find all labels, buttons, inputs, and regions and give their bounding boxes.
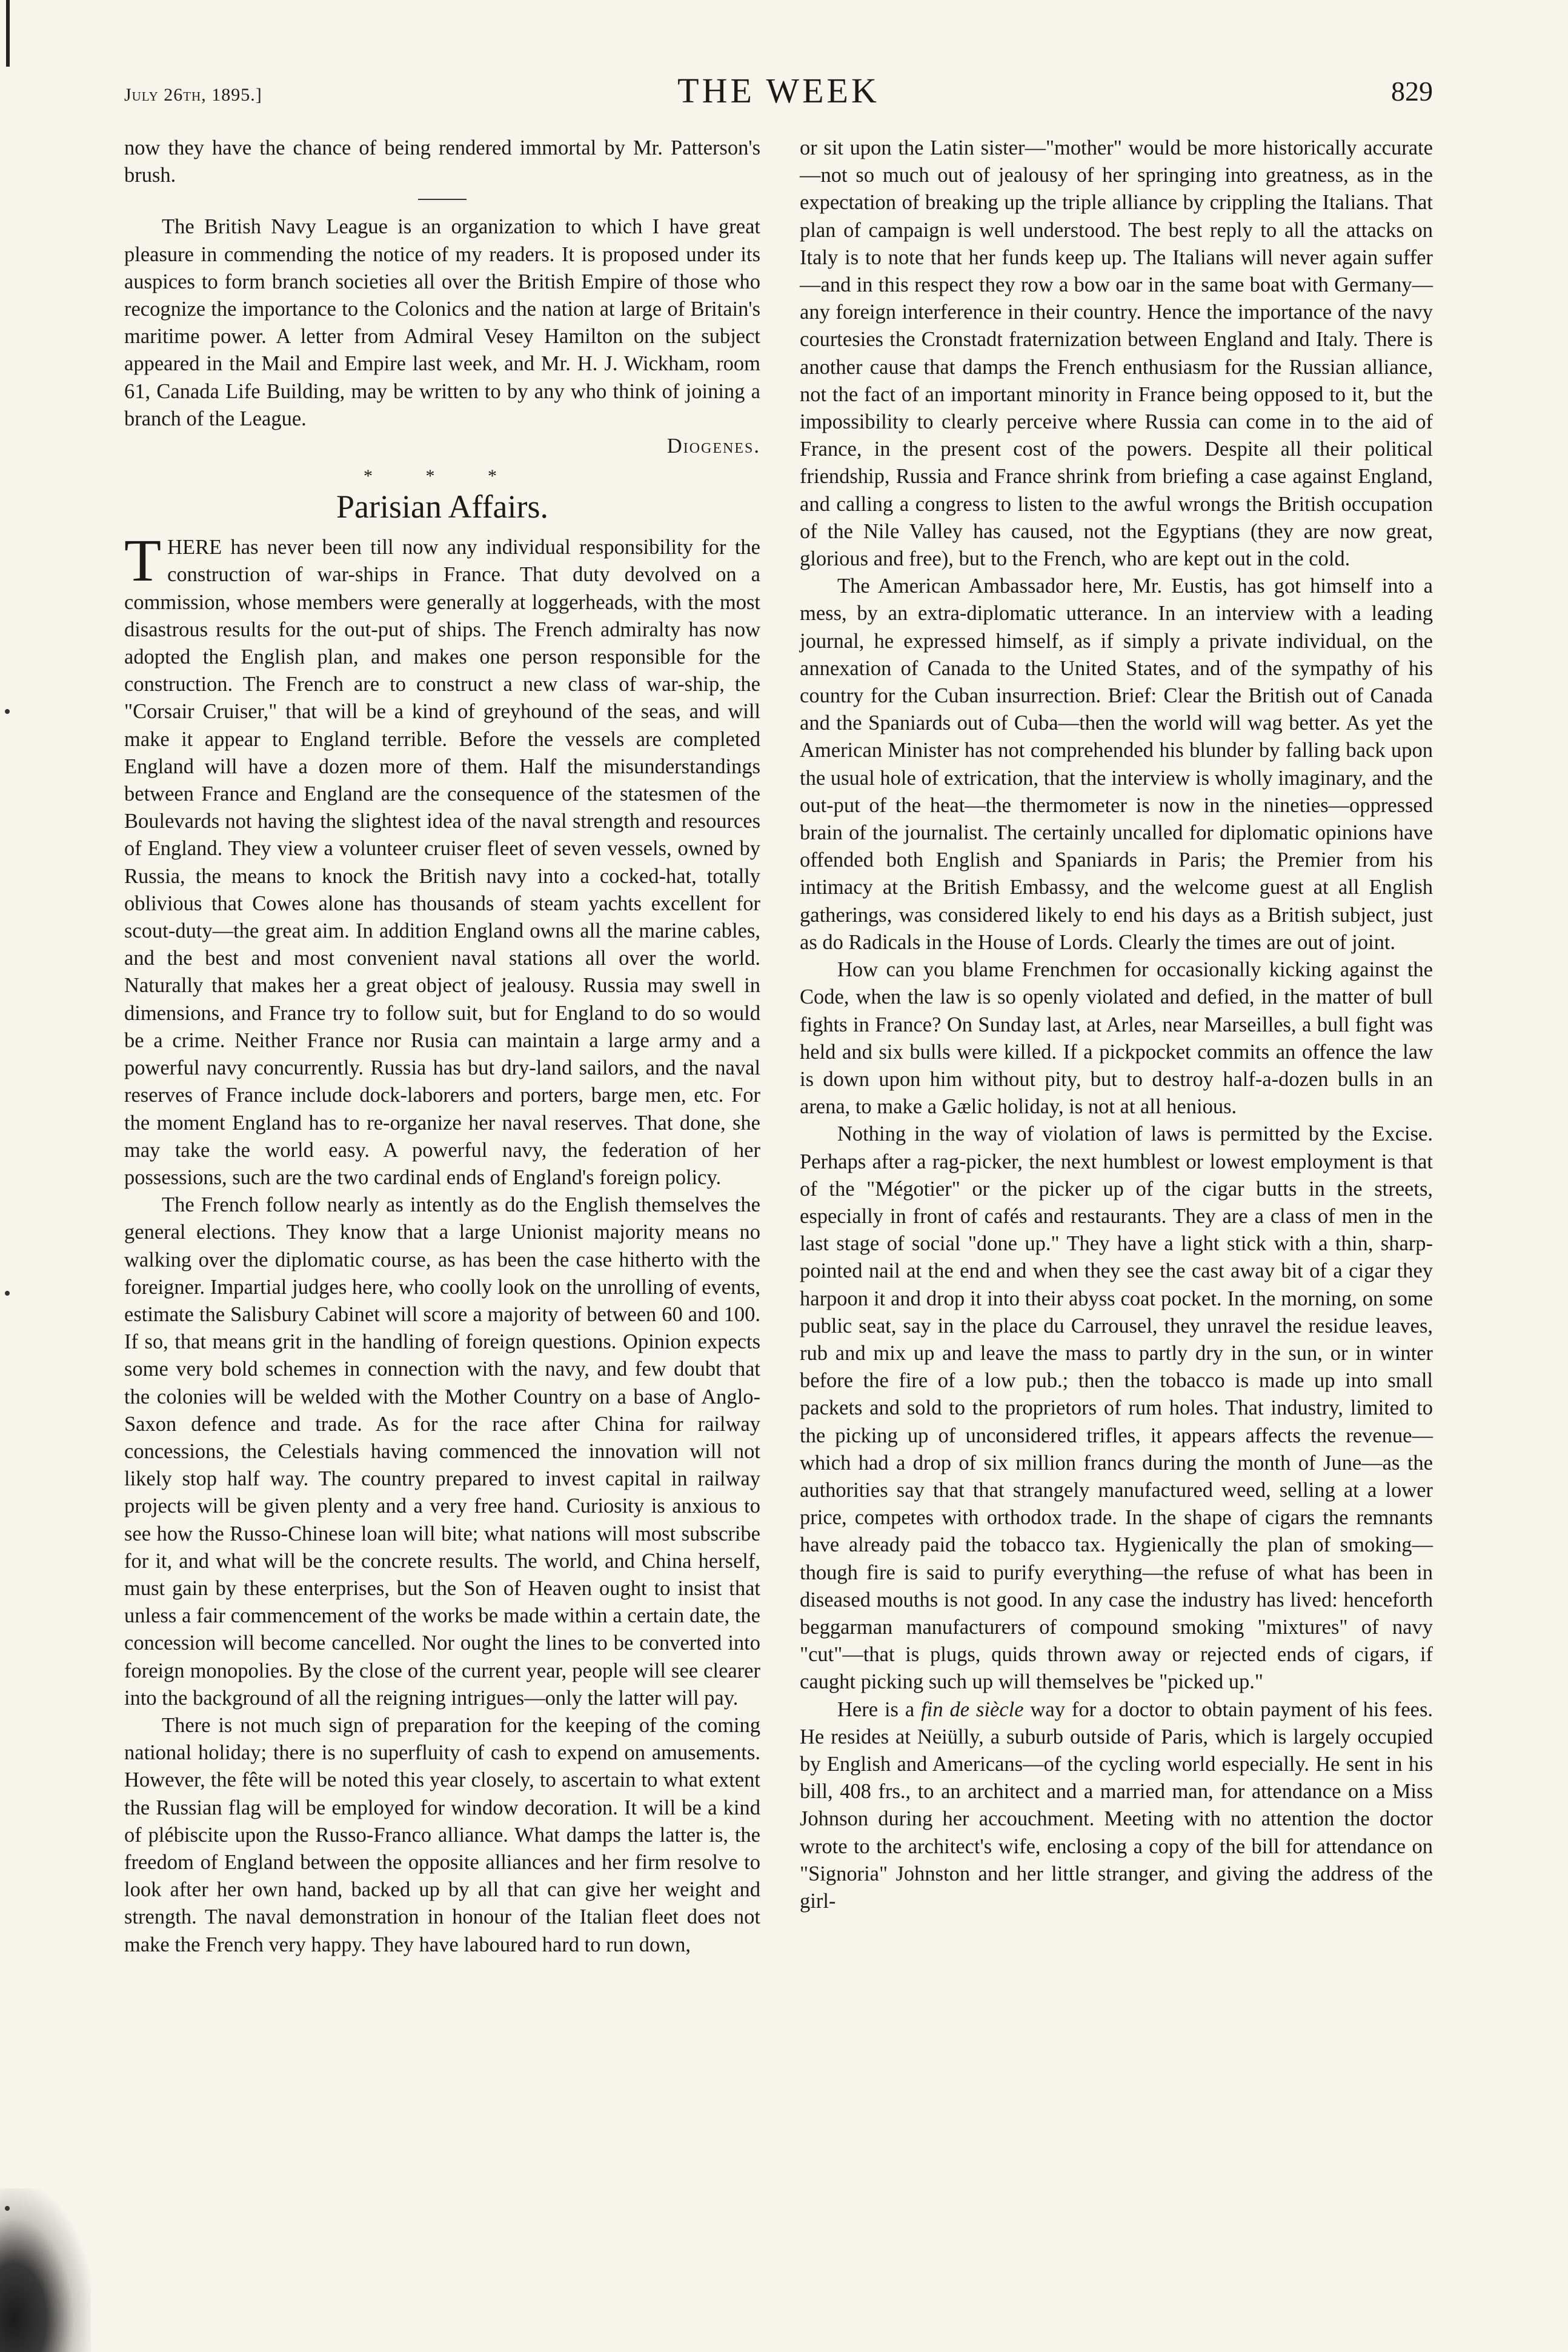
masthead-title: THE WEEK <box>677 71 880 110</box>
continuation-paragraph: now they have the chance of being rendered immortal by Mr. Patterson's brush. <box>124 136 760 187</box>
article-paragraph: Nothing in the way of violation of laws is permitted by the Excise. Perhaps after a rag-picker, the next humblest or lowest employment is that of the "Mégotier" or the picker up of the cigar butts in the streets, especially in front of cafés and restaurants. They are a class of men in the last stage of social "done up." They have a light stick with a thin, sharp-pointed nail at the end and when they see the cast away bit of a cigar they harpoon it and drop it into their abyss coat pocket. In the morning, on some public seat, say in the place du Carrousel, they unravel the residue leaves, rub and mix up and leave the mass to partly dry in the sun, or in winter before the fire of a low pub.; then the tobacco is made up into small packets and sold to the proprietors of rum holes. That industry, limited to the picking up of unconsidered trifles, it appears affects the revenue—which had a drop of six million francs during the month of June—as the authorities say that that strangely manufactured weed, selling at a lower price, competes with orthodox trade. In the shape of cigars the remnants have already paid the tobacco tax. Hygienically the plan of smoking—though fire is said to purify everything—the refuse of what has been in diseased mouths is not good. In any case the industry has lived: henceforth beggarman manufacturers of compound smoking "mixtures" of navy "cut"—that is plugs, quids thrown away or rejected ends of cigars, if caught picking such up will themselves be "picked up." <box>800 1122 1433 1694</box>
article-paragraph: The American Ambassador here, Mr. Eustis, has got himself into a mess, by an extra-diplomatic utterance. In an interview with a leading journal, he expressed himself, as if simply a private individual, on the annexation of Canada to the United States, and of the sympathy of his country for the Cuban insurrection. Brief: Clear the British out of Canada and the Spaniards out of Cuba—then the world will wag better. As yet the American Minister has not comprehended his blunder by falling back upon the usual hole of extrication, that the interview is wholly imaginary, and the out-put of the heat—the thermometer is now in the nineties—oppressed brain of the journalist. The certainly uncalled for diplomatic opinions have offended both English and Spaniards in Paris; the Premier from his intimacy at the British Embassy, and the welcome guest at all English gatherings, was considered likely to end his days as a British subject, just as do Radicals in the House of Lords. Clearly the times are out of joint. <box>800 575 1433 954</box>
paragraph-text: Here is a <box>837 1697 915 1721</box>
article-paragraph <box>800 1696 1433 1916</box>
left-column <box>124 135 760 1959</box>
margin-mark <box>5 1291 10 1296</box>
paragraph-text: HERE has never been till now any individual responsibility for the construction of war-ships in France. That duty devolved on a commission, whose members were generally at loggerheads, with the most disastrous results for the out-put of ships. The French admiralty has now adopted the English plan, and makes one person responsible for the construction. The French are to construct a new class of war-ship, the "Corsair Cruiser," that will be a kind of greyhound of the seas, and will make it appear to England terrible. Before the vessels are completed England will have a dozen more of them. Half the misunderstandings between France and England are the consequence of the statesmen of the Boulevards not having the slightest idea of the naval strength and resources of England. They view a volunteer cruiser fleet of seven vessels, owned by Russia, the means to knock the British navy into a cocked-hat, totally oblivious that Cowes alone has thousands of steam yachts excellent for scout-duty—the great aim. In addition England owns all the marine cables, and the best and most convenient naval stations all over the world. Naturally that makes her a great object of jealousy. Russia may swell in dimensions, and France try to follow suit, but for England to do so would be a crime. Neither France nor Rusia can maintain a large army and a powerful navy concurrently. Russia has but dry-land sailors, and the naval reserves of France include dock-laborers and porters, barge men, etc. For the moment England has to re-organize her naval reserves. That done, she may take the world easy. A powerful navy, the federation of her possessions, such are the two cardinal ends of England's foreign policy. <box>124 536 760 1189</box>
paragraph-text: way for a doctor to obtain payment of his fees. He resides at Neiülly, a suburb outside of Paris, which is largely occupied by English and Americans—of the cycling world especially. He sent in his bill, 408 frs., to an architect and a married man, for attendance on a Miss Johnson during her accouchment. Meeting with no attention the doctor wrote to the architect's wife, enclosing a copy of the bill for attendance on "Signoria" Johnston and her little stranger, and giving the address of the girl- <box>800 1697 1433 1913</box>
navy-league-paragraph: The British Navy League is an organization to which I have great pleasure in commending the notice of my readers. It is proposed under its auspices to form branch societies all over the British Empire of those who recognize the importance to the Colonics and the nation at large of Britain's maritime power. A letter from Admiral Vesey Hamilton on the subject appeared in the Mail and Empire last week, and Mr. H. J. Wickham, room 61, Canada Life Building, may be written to by any who think of joining a branch of the League. <box>124 215 760 430</box>
drop-cap: T <box>124 527 162 595</box>
article-paragraph: How can you blame Frenchmen for occasionally kicking against the Code, when the law is so openly violated and defied, in the matter of bull fights in France? On Sunday last, at Arles, near Marseilles, a bull fight was held and six bulls were killed. If a pickpocket commits an offence the law is down upon him without pity, but to destroy half-a-dozen bulls in an arena, to make a Gælic holiday, is not at all henious. <box>800 958 1433 1119</box>
article-paragraph: There is not much sign of preparation for the keeping of the coming national holiday; there is no superfluity of cash to expend on amusements. However, the fête will be noted this year closely, to ascertain to what extent the Russian flag will be employed for window decoration. It will be a kind of plébiscite upon the Russo-Franco alliance. What damps the latter is, the freedom of England between the opposite alliances and her firm resolve to look after her own hand, backed up by all that can give her weight and strength. The naval demonstration in honour of the Italian fleet does not make the French very happy. They have laboured hard to run down, <box>124 1713 760 1956</box>
article-paragraph <box>124 527 760 1191</box>
right-column <box>800 135 1433 1915</box>
issue-date: July 26th, 1895.] <box>124 85 262 105</box>
signature: Diogenes. <box>666 435 760 458</box>
section-divider <box>418 199 467 200</box>
continuation-paragraph: or sit upon the Latin sister—"mother" would be more historically accurate—not so much out of jealousy of her springing into greatness, as in the expectation of breaking up the triple alliance by crippling the Italians. That plan of campaign is well understood. The best reply to all the attacks on Italy is to note that her funds keep up. The Italians will never again suffer—and in this respect they row a bow oar in the same boat with Germany—any foreign interference in their country. Hence the importance of the navy courtesies the Cronstadt fraternization between England and Italy. There is another cause that damps the French enthusiasm for the Russian alliance, not the fact of an important minority in France being opposed to it, but the impossibility to clearly perceive where Russia can come in to the aid of France, in the present cost of the powers. Despite all their political friendship, Russia and France shrink from briefing a case against England, and calling a congress to listen to the awful wrongs the British occupation of the Nile Valley has caused, not the Egyptians (they are now great, glorious and free), but to the French, who are kept out in the cold. <box>800 136 1433 571</box>
page-number: 829 <box>1391 76 1433 107</box>
article-paragraph: The French follow nearly as intently as do the English themselves the general elections. They know that a large Unionist majority means no walking over the diplomatic course, as has been the case hitherto with the foreigner. Impartial judges here, who coolly look on the unrolling of events, estimate the Salisbury Cabinet will score a majority of between 60 and 100. If so, that means grit in the handling of foreign questions. Opinion expects some very bold schemes in connection with the navy, and few doubt that the colonies will be welded with the Mother Country on a base of Anglo-Saxon defence and trade. As for the race after China for railway concessions, the Celestials having commenced the innovation will not likely stop half way. The country prepared to invest capital in railway projects will be given plenty and a very free hand. Curiosity is anxious to see how the Russo-Chinese loan will bite; what nations will most subscribe for it, and what will be the concrete results. The world, and China herself, must gain by these enterprises, but the Son of Heaven ought to insist that unless a fair commencement of the works be made within a certain date, the concession will become cancelled. Nor ought the lines to be converted into foreign monopolies. By the close of the current year, people will see clearer into the background of all the reigning intrigues—only the latter will pay. <box>124 1193 760 1710</box>
page-header <box>124 67 1433 121</box>
binding-edge <box>6 0 10 67</box>
section-stars: * * * <box>364 466 521 487</box>
italic-phrase: fin de siècle <box>921 1697 1024 1721</box>
margin-mark <box>5 709 10 714</box>
section-title: Parisian Affairs. <box>336 488 548 525</box>
binding-shadow <box>0 2188 91 2352</box>
